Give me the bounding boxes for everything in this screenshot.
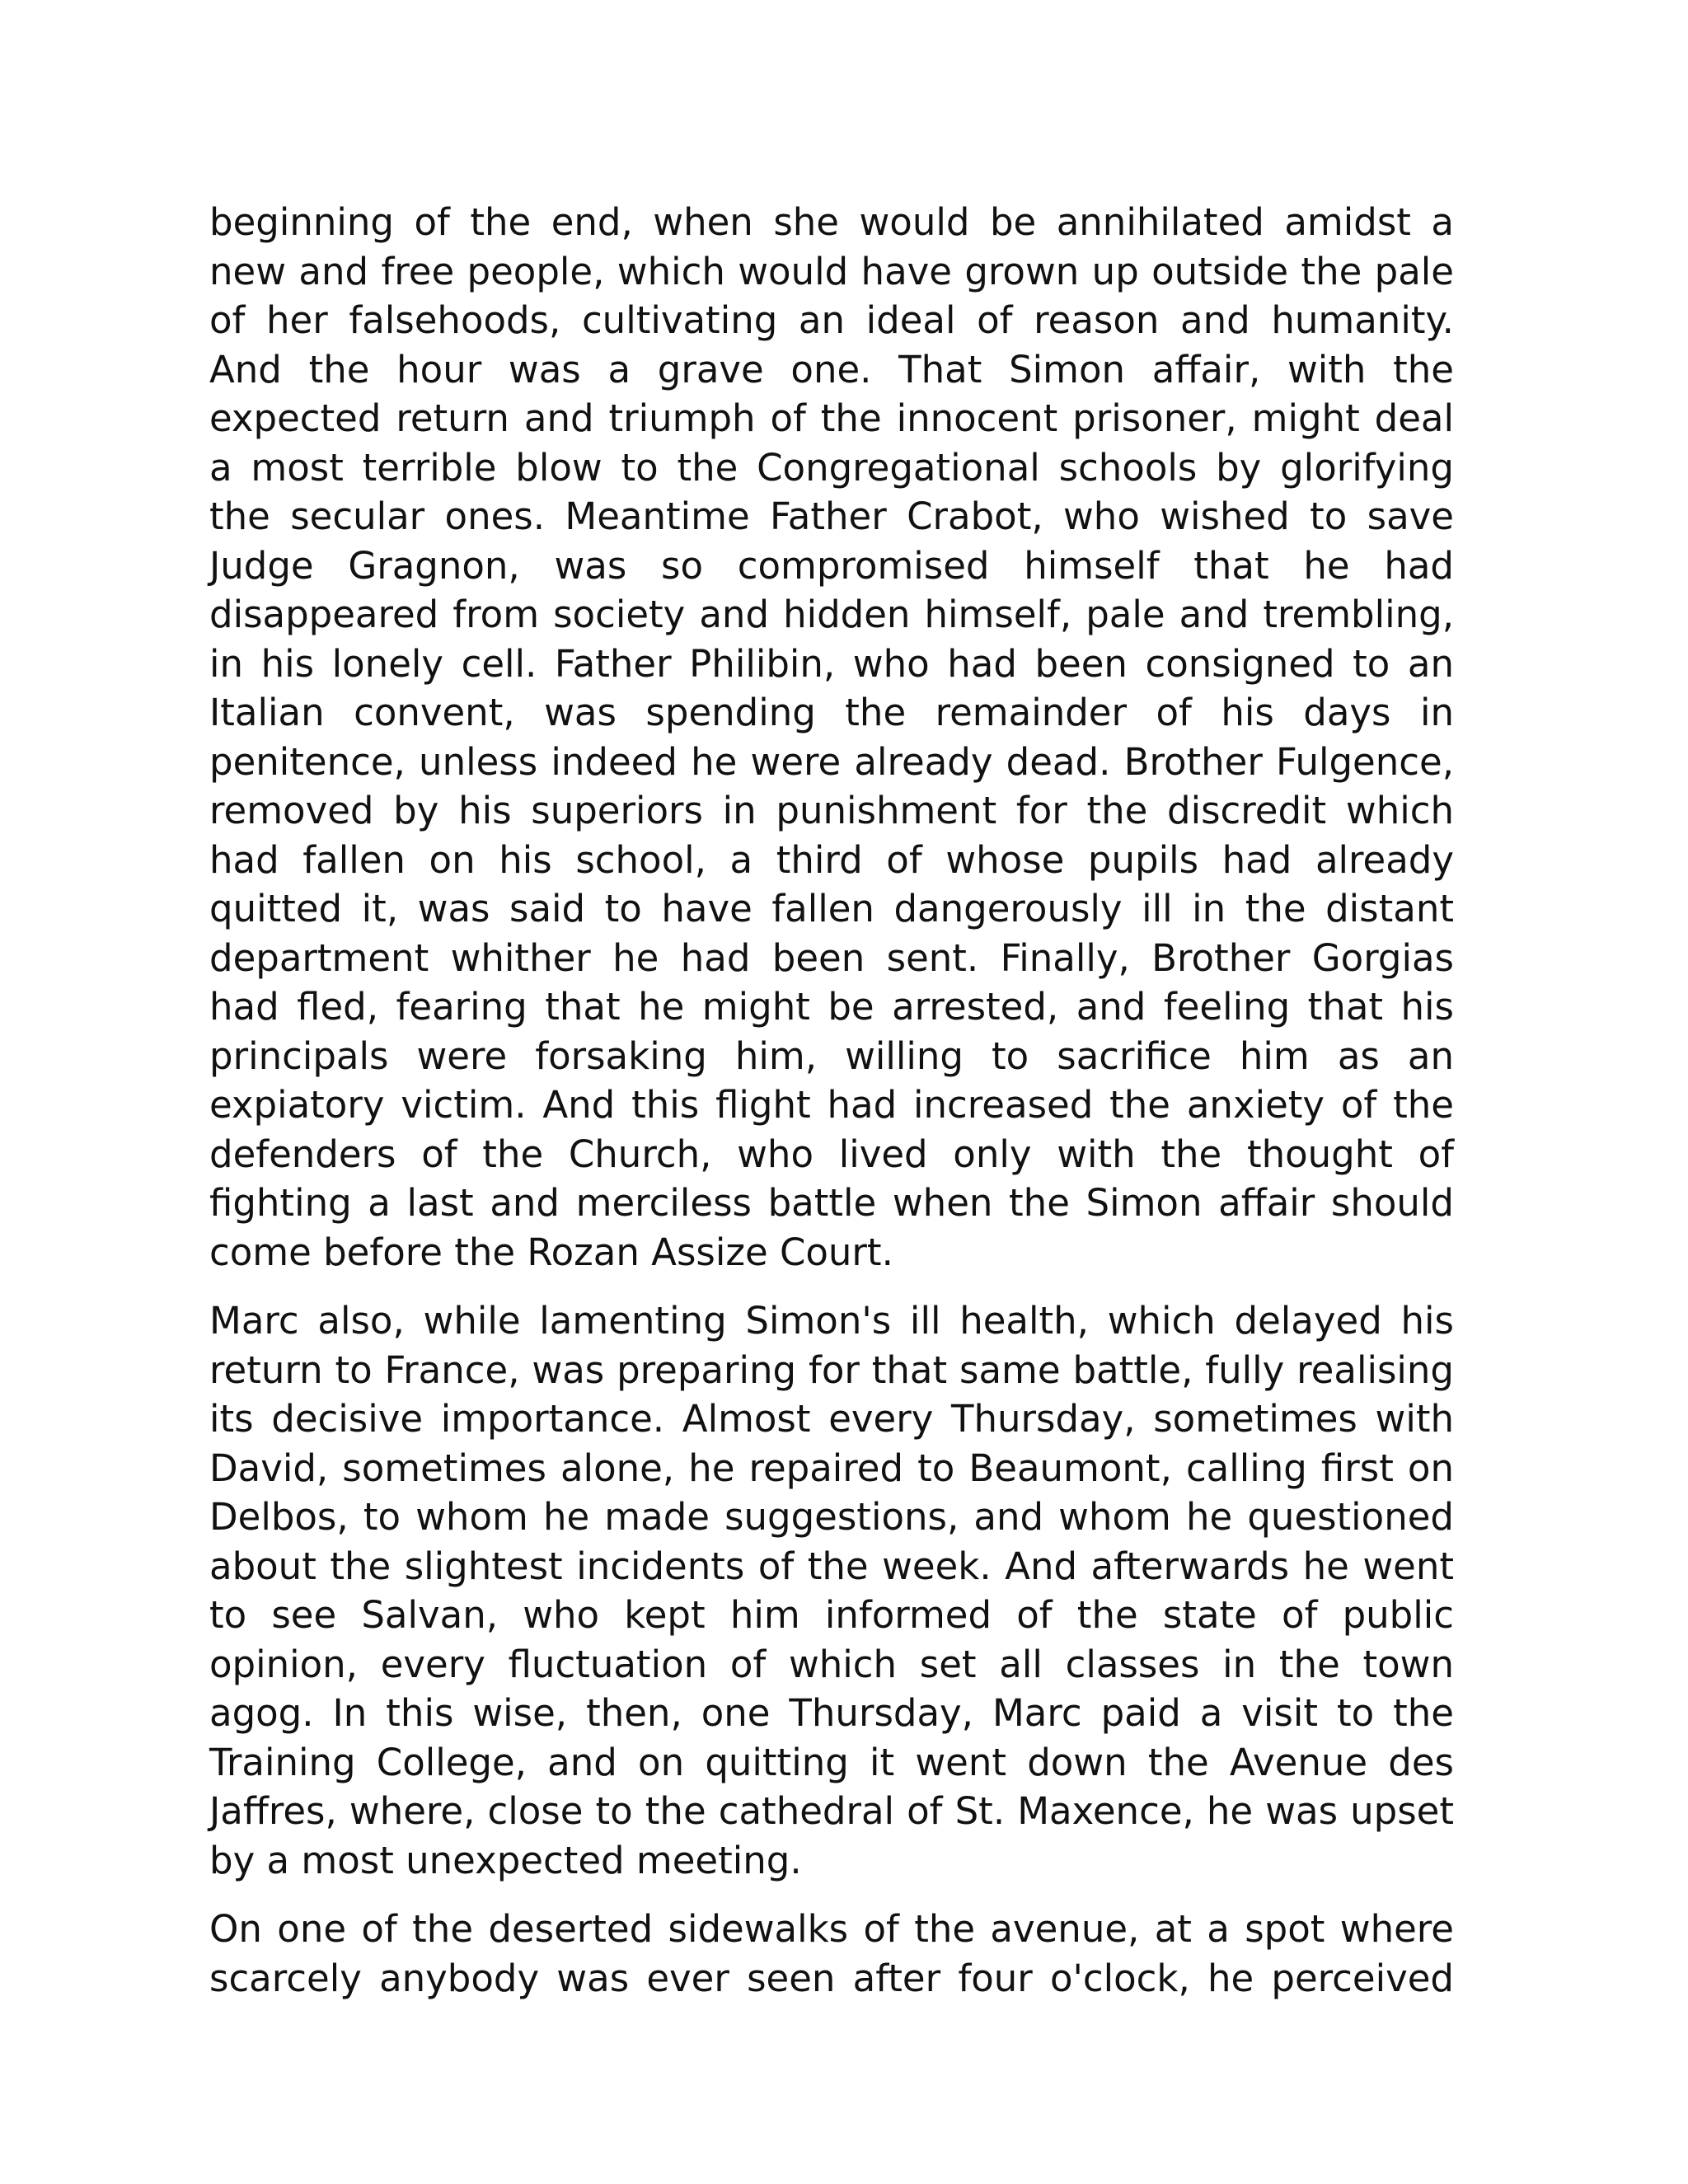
paragraph-2: Marc also, while lamenting Simon's ill health, which delayed his return to France, was preparing for that same battle, fully realising its decisive importance. Almost every Thursday, sometimes with David, sometimes alone, he repaired to Beaumont, calling first on Delbos, to whom he made suggestions, and whom he questioned about the slightest incidents of the week. And afterwards he went to see Salvan, who kept him informed of the state of public opinion, every fluctuation of which set all classes in the town agog. In this wise, then, one Thursday, Marc paid a visit to the Training College, and on quitting it went down the Avenue des Jaffres, where, close to the cathedral of St. Maxence, he was upset by a most unexpected meeting. <box>209 1299 1454 1882</box>
body-text <box>209 198 1454 2022</box>
paragraph-3: On one of the deserted sidewalks of the avenue, at a spot where scarcely anybody was ever seen after four o'clock, he perceived <box>209 1907 1454 2000</box>
paragraph-1: beginning of the end, when she would be annihilated amidst a new and free people, which would have grown up outside the pale of her falsehoods, cultivating an ideal of reason and humanity. And the hour was a grave one. That Simon affair, with the expected return and triumph of the innocent prisoner, might deal a most terrible blow to the Congregational schools by glorifying the secular ones. Meantime Father Crabot, who wished to save Judge Gragnon, was so compromised himself that he had disappeared from society and hidden himself, pale and trembling, in his lonely cell. Father Philibin, who had been consigned to an Italian convent, was spending the remainder of his days in penitence, unless indeed he were already dead. Brother Fulgence, removed by his superiors in punishment for the discredit which had fallen on his school, a third of whose pupils had already quitted it, was said to have fallen dangerously ill in the distant department whither he had been sent. Finally, Brother Gorgias had fled, fearing that he might be arrested, and feeling that his principals were forsaking him, willing to sacrifice him as an expiatory victim. And this flight had increased the anxiety of the defenders of the Church, who lived only with the thought of fighting a last and merciless battle when the Simon affair should come before the Rozan Assize Court. <box>209 200 1454 1274</box>
